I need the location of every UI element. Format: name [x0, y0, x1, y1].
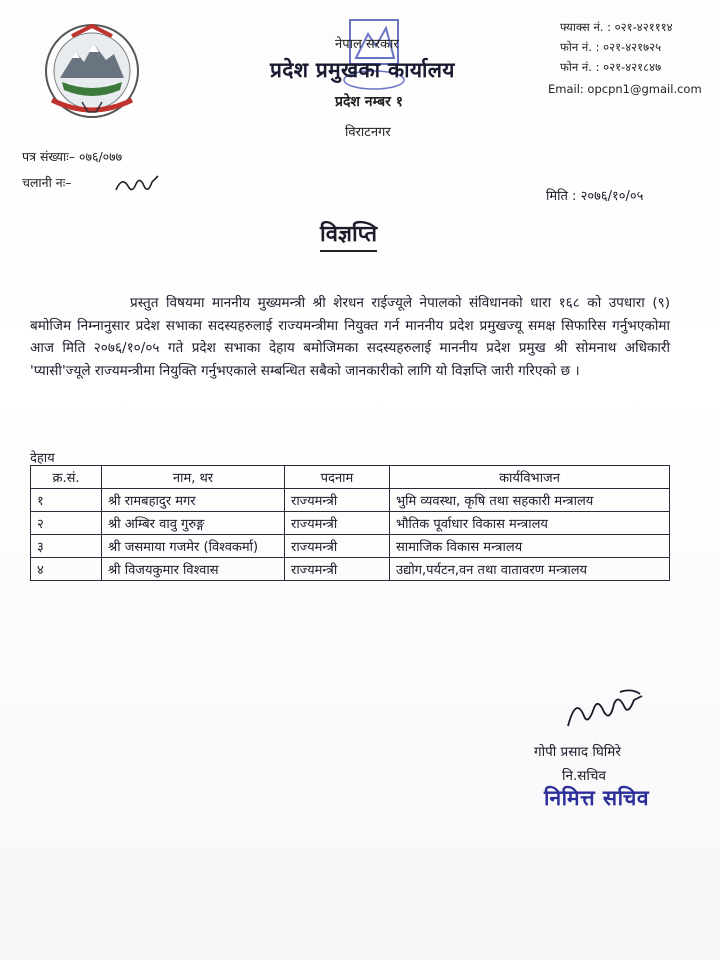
table-row [31, 512, 670, 535]
province-line: प्रदेश नम्बर १ [335, 94, 403, 110]
column-header: पदनाम [285, 466, 390, 489]
minister-table [30, 465, 670, 581]
serial-cell: ४ [31, 558, 102, 581]
column-header: कार्यविभाजन [390, 466, 670, 489]
name-cell: श्री विजयकुमार विश्वास [102, 558, 285, 581]
handwritten-dispatch-number-icon [112, 172, 162, 198]
portfolio-cell: भुमि व्यवस्था, कृषि तथा सहकारी मन्त्रालय [390, 489, 670, 512]
fax-number: फ्याक्स नं. : ०२१-४२१११४ [560, 20, 673, 34]
table-header-row [31, 466, 670, 489]
column-header: नाम, थर [102, 466, 285, 489]
post-cell: राज्यमन्त्री [285, 535, 390, 558]
city-line: विराटनगर [345, 125, 391, 140]
post-cell: राज्यमन्त्री [285, 489, 390, 512]
signatory-stamp: निमित्त सचिव [544, 786, 650, 810]
phone-number-2: फोन नं. : ०२१-४२१८४७ [560, 60, 662, 74]
table-row [31, 558, 670, 581]
name-cell: श्री रामबहादुर मगर [102, 489, 285, 512]
table-row [31, 489, 670, 512]
portfolio-cell: सामाजिक विकास मन्त्रालय [390, 535, 670, 558]
post-cell: राज्यमन्त्री [285, 558, 390, 581]
letter-number: पत्र संख्याः– ०७६/०७७ [22, 149, 123, 164]
email-address: Email: opcpn1@gmail.com [548, 82, 702, 96]
nepal-emblem-icon [32, 16, 152, 126]
phone-number-1: फोन नं. : ०२१-४२१७२५ [560, 40, 662, 54]
serial-cell: ३ [31, 535, 102, 558]
dispatch-number-label: चलानी नः– [22, 175, 72, 190]
notice-body: प्रस्तुत विषयमा माननीय मुख्यमन्त्री श्री शेरधन राईज्यूले नेपालको संविधानको धारा १६८ को उपधारा (९) बमोजिम निम्नानुसार प्रदेश सभाका सदस्यहरुलाई राज्यमन्त्रीमा नियुक्त गर्न माननीय प्रदेश प्रमुखज्यू समक्ष सिफारिस गर्नुभएकोमा आज मिति २०७६/१०/०५ गते प्रदेश सभाका देहाय बमोजिमका सदस्यहरुलाई माननीय प्रदेश प्रमुख श्री सोमनाथ अधिकारी 'प्यासी'ज्यूले राज्यमन्त्रीमा नियुक्ति गर्नुभएकाले सम्बन्धित सबैको जानकारीको लागि यो विज्ञप्ति जारी गरिएको छ । [30, 295, 670, 379]
name-cell: श्री अम्बिर वावु गुरुङ्ग [102, 512, 285, 535]
name-cell: श्री जसमाया गजमेर (विश्वकर्मा) [102, 535, 285, 558]
serial-cell: २ [31, 512, 102, 535]
column-header: क्र.सं. [31, 466, 102, 489]
portfolio-cell: भौतिक पूर्वाधार विकास मन्त्रालय [390, 512, 670, 535]
post-cell: राज्यमन्त्री [285, 512, 390, 535]
table-row [31, 535, 670, 558]
signature-icon [562, 686, 652, 736]
signatory-name: गोपी प्रसाद घिमिरे [534, 744, 621, 760]
office-title: प्रदेश प्रमुखका कार्यालय [270, 58, 455, 82]
notice-heading: विज्ञप्ति [320, 218, 377, 252]
annex-label: देहाय [30, 451, 55, 466]
letter-date: मिति : २०७६/१०/०५ [546, 189, 644, 204]
serial-cell: १ [31, 489, 102, 512]
government-line: नेपाल सरकार [335, 37, 399, 52]
portfolio-cell: उद्योग,पर्यटन,वन तथा वातावरण मन्त्रालय [390, 558, 670, 581]
signatory-post: नि.सचिव [562, 768, 606, 784]
